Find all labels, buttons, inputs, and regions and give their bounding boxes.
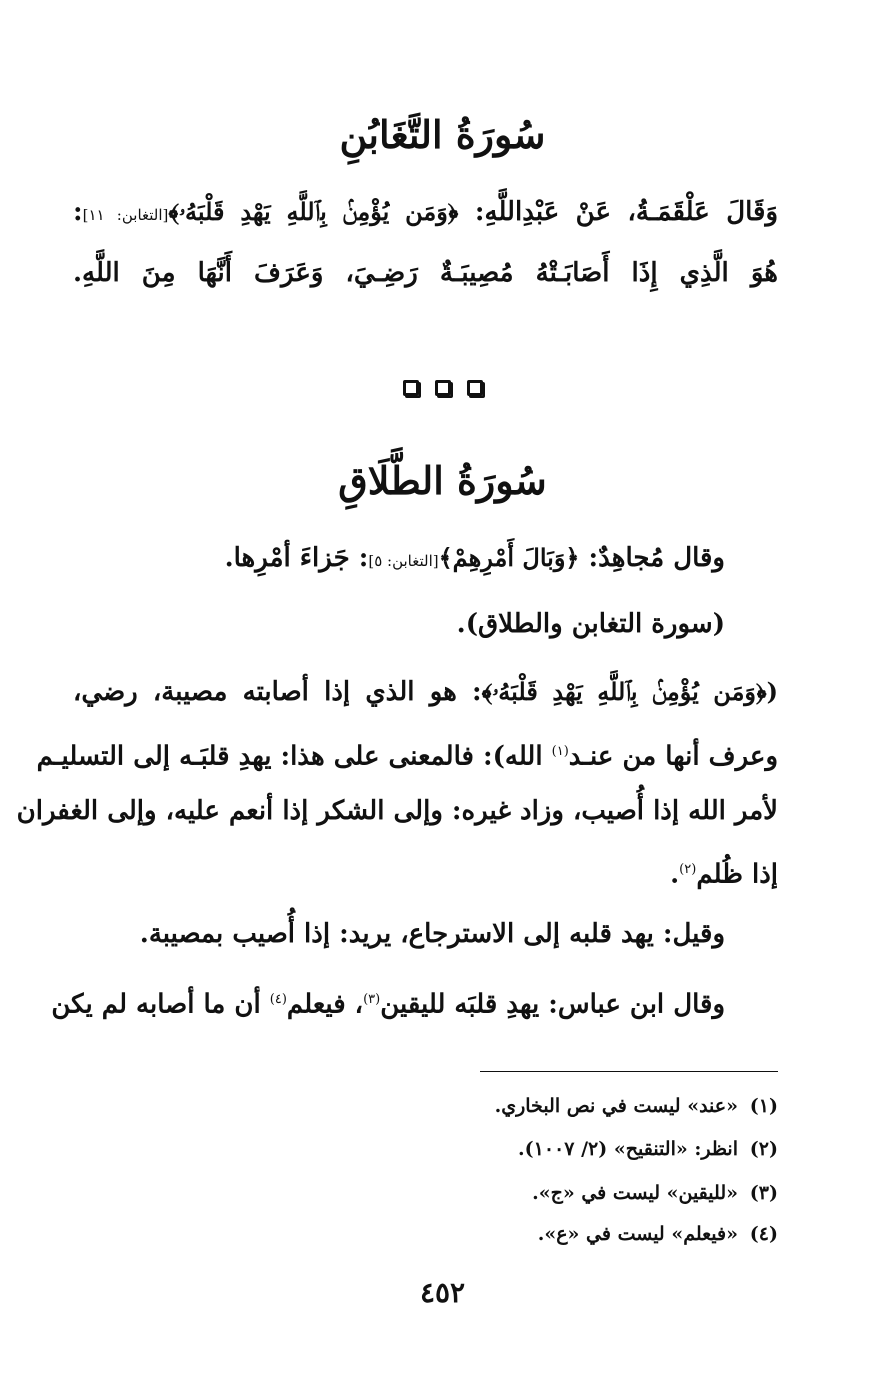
footnote-text: «لليقين» ليست في «ج». — [532, 1182, 738, 1204]
commentary-text: أن ما أصابه لم يكن — [51, 989, 270, 1020]
footnote-number: (٢) — [749, 1138, 778, 1160]
talaq-line-2 — [73, 604, 725, 644]
footnote-marker: (٢) — [679, 862, 697, 877]
footnote-1 — [495, 1092, 778, 1120]
footnote-separator — [480, 1071, 778, 1072]
footnote-text: «فيعلم» ليست في «ع». — [537, 1223, 738, 1245]
footnote-marker: (٣) — [363, 992, 381, 1007]
section-divider — [0, 380, 885, 396]
talaq-line-3 — [73, 672, 778, 712]
taghabun-line-1 — [73, 192, 778, 235]
footnote-4 — [538, 1220, 778, 1248]
commentary-text: لأمر الله إذا أُصيب، وزاد غيره: وإلى الشكر إذا أنعم عليه، وإلى الغفران — [16, 796, 778, 826]
footnote-marker: (٤) — [269, 992, 287, 1007]
talaq-line-5 — [16, 791, 778, 831]
talaq-line-6 — [73, 850, 778, 895]
footnote-2 — [518, 1135, 778, 1163]
footnote-marker: (١) — [551, 744, 569, 759]
commentary-text: وعرف أنها من عنـد — [568, 741, 778, 772]
footnote-number: (٤) — [749, 1223, 778, 1245]
footnote-3 — [532, 1179, 778, 1207]
talaq-line-4 — [36, 732, 778, 777]
punctuation: : — [73, 197, 83, 227]
chapter-label: (سورة التغابن والطلاق). — [456, 609, 725, 639]
taghabun-narration: وَقَالَ عَلْقَمَـةُ، عَنْ عَبْدِاللَّهِ: — [458, 197, 779, 227]
commentary-text: الله): فالمعنى على هذا: يهدِ قلبَـه إلى التسليـم — [36, 741, 552, 772]
quran-verse: ﴿وَبَالَ أَمْرِهِمْ﴾ — [438, 543, 580, 572]
footnote-number: (٣) — [749, 1182, 778, 1204]
verse-reference: [التغابن: ١١] — [82, 206, 169, 224]
mujahid-narration: وقال مُجاهِدٌ: — [579, 543, 725, 573]
taghabun-commentary: هُوَ الَّذِي إِذَا أَصَابَـتْهُ مُصِيبَـةٌ رَضِـيَ، وَعَرَفَ أَنَّهَا مِنَ اللَّهِ. — [73, 258, 778, 288]
mujahid-explanation: : جَزاءَ أمْرِها. — [224, 543, 369, 573]
commentary-text: وقيل: يهد قلبه إلى الاسترجاع، يريد: إذا أُصيب بمصيبة. — [139, 919, 725, 949]
talaq-line-7 — [73, 914, 725, 954]
footnote-text: «عند» ليست في نص البخاري. — [494, 1095, 738, 1117]
commentary-text: . — [670, 859, 680, 890]
commentary-text: ، فيعلم — [286, 989, 364, 1020]
talaq-line-1 — [73, 538, 725, 581]
surah-taghabun-heading: سُورَةُ التَّغَابُنِ — [339, 112, 546, 157]
commentary-text: إذا ظُلم — [696, 859, 778, 890]
taghabun-line-2 — [73, 253, 778, 293]
talaq-line-8 — [51, 980, 725, 1025]
footnote-text: انظر: «التنقيح» (٢/ ١٠٠٧). — [518, 1138, 738, 1160]
page-number: ٤٥٢ — [419, 1276, 466, 1309]
commentary-text: : هو الذي إذا أصابته مصيبة، رضي، — [73, 677, 482, 707]
commentary-text: وقال ابن عباس: يهدِ قلبَه لليقين — [380, 989, 725, 1020]
quran-verse: (﴿وَمَن يُؤْمِنۢ بِٱللَّهِ يَهْدِ قَلْبَهُۥ﴾ — [481, 677, 779, 706]
verse-reference: [التغابن: ٥] — [368, 552, 439, 570]
footnote-number: (١) — [749, 1095, 778, 1117]
square-ornament-icon — [467, 380, 483, 396]
square-ornament-icon — [435, 380, 451, 396]
square-ornament-icon — [403, 380, 419, 396]
surah-talaq-heading: سُورَةُ الطَّلَاقِ — [338, 458, 547, 503]
quran-verse: ﴿وَمَن يُؤْمِنۢ بِٱللَّهِ يَهْدِ قَلْبَهُۥ﴾ — [168, 197, 459, 226]
